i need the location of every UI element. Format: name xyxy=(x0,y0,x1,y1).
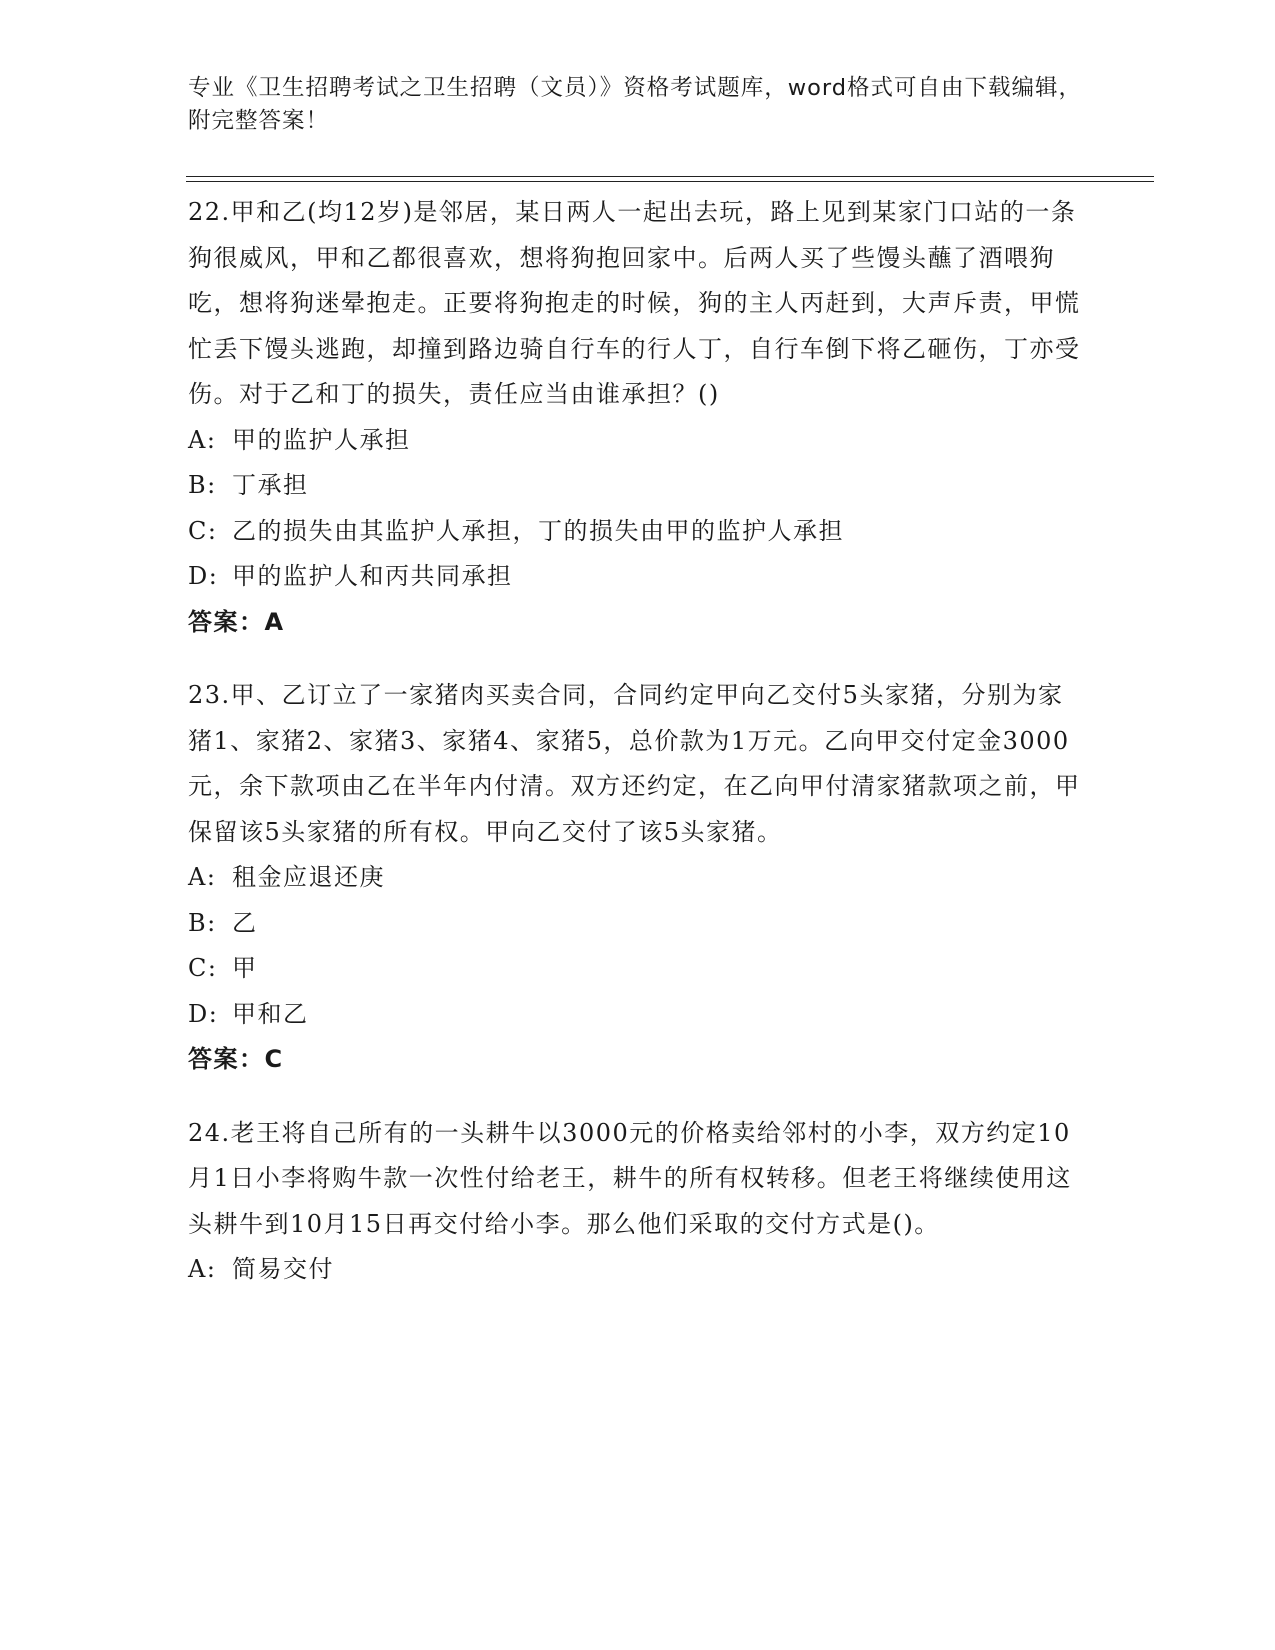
option-a xyxy=(188,418,1088,464)
question-stem xyxy=(188,673,1088,855)
option-text: 甲的监护人承担 xyxy=(232,425,411,454)
option-key: D: xyxy=(188,999,219,1028)
option-text: 甲和乙 xyxy=(232,999,309,1028)
option-text: 甲的监护人和丙共同承担 xyxy=(232,562,513,590)
question-22 xyxy=(188,190,1088,645)
question-24 xyxy=(188,1111,1088,1293)
option-key: C: xyxy=(188,516,218,545)
answer-line: 答案：C xyxy=(188,1045,284,1073)
question-number: 22. xyxy=(188,198,231,226)
option-d xyxy=(188,554,1088,600)
option-b xyxy=(188,901,1088,947)
question-text: 甲和乙(均12岁)是邻居，某日两人一起出去玩，路上见到某家门口站的一条狗很威风，甲和乙都很喜欢，想将狗抱回家中。后两人买了些馒头蘸了酒喂狗吃，想将狗迷晕抱走。正要将狗抱走的时候，狗的主人丙赶到，大声斥责，甲慌忙丢下馒头逃跑，却撞到路边骑自行车的行人丁，自行车倒下将乙砸伤，丁亦受伤。对于乙和丁的损失，责任应当由谁承担？() xyxy=(188,198,1081,408)
option-text: 乙的损失由其监护人承担，丁的损失由甲的监护人承担 xyxy=(232,516,844,545)
option-key: D: xyxy=(188,562,219,590)
option-c xyxy=(188,946,1088,992)
option-a xyxy=(188,1247,1088,1293)
header-divider xyxy=(186,176,1154,182)
question-number: 23. xyxy=(188,681,231,709)
option-text: 简易交付 xyxy=(232,1255,334,1283)
option-text: 乙 xyxy=(232,908,258,937)
option-b xyxy=(188,463,1088,509)
option-text: 丁承担 xyxy=(232,471,309,499)
option-key: A: xyxy=(188,1255,217,1283)
question-text: 甲、乙订立了一家猪肉买卖合同，合同约定甲向乙交付5头家猪，分别为家猪1、家猪2、家猪3、家猪4、家猪5，总价款为1万元。乙向甲交付定金3000元，余下款项由乙在半年内付清。双方还约定，在乙向甲付清家猪款项之前，甲保留该5头家猪的所有权。甲向乙交付了该5头家猪。 xyxy=(188,681,1081,846)
question-stem xyxy=(188,1111,1088,1248)
header-text: 专业《卫生招聘考试之卫生招聘（文员）》资格考试题库，word格式可自由下载编辑，附完整答案！ xyxy=(188,75,1083,134)
option-key: C: xyxy=(188,954,218,982)
option-c xyxy=(188,509,1088,555)
option-key: A: xyxy=(188,425,217,454)
option-key: A: xyxy=(188,863,217,891)
option-d xyxy=(188,992,1088,1038)
option-a xyxy=(188,855,1088,901)
question-number: 24. xyxy=(188,1118,231,1147)
answer-line: 答案：A xyxy=(188,607,285,636)
option-key: B: xyxy=(188,908,217,937)
option-key: B: xyxy=(188,471,217,499)
page-header xyxy=(188,72,1088,138)
option-text: 租金应退还庚 xyxy=(232,863,385,891)
option-text: 甲 xyxy=(232,954,258,982)
question-stem xyxy=(188,190,1088,418)
question-list xyxy=(188,190,1088,1321)
question-text: 老王将自己所有的一头耕牛以3000元的价格卖给邻村的小李，双方约定10月1日小李将购牛款一次性付给老王，耕牛的所有权转移。但老王将继续使用这头耕牛到10月15日再交付给小李。那么他们采取的交付方式是()。 xyxy=(188,1118,1072,1238)
question-23 xyxy=(188,673,1088,1083)
